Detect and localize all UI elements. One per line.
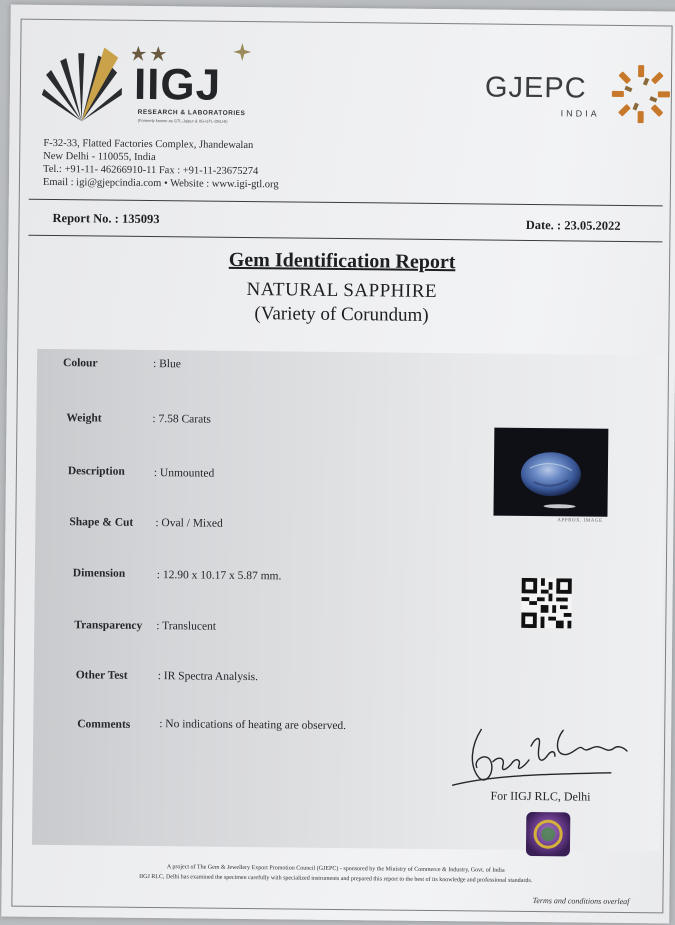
footer-line: IIGJ RLC, Delhi has examined the specimen carefully with specialized instruments and prepared this report to the best of its knowledge and professional standards.	[139, 873, 533, 885]
detail-label-shape: Shape & Cut	[69, 516, 134, 529]
brand-subtitle: RESEARCH & LABORATORIES	[137, 108, 246, 117]
detail-value-dimension: : 12.90 x 10.17 x 5.87 mm.	[156, 569, 282, 583]
gem-photo	[493, 428, 608, 517]
terms-overleaf: Terms and conditions overleaf	[532, 896, 630, 907]
detail-value-shape: : Oval / Mixed	[155, 517, 223, 530]
brand-name: IIGJ	[133, 59, 222, 110]
gjepc-name: GJEPC	[484, 71, 587, 105]
report-number: Report No. : 135093	[52, 210, 160, 227]
signatory-line: For IIGJ RLC, Delhi	[490, 788, 591, 804]
detail-label-other-test: Other Test	[75, 669, 128, 682]
detail-value-transparency: : Translucent	[156, 620, 217, 633]
gjepc-logo	[484, 67, 675, 133]
detail-value-other-test: : IR Spectra Analysis.	[157, 670, 259, 684]
detail-label-description: Description	[67, 465, 125, 478]
signature-icon	[451, 715, 642, 797]
address-line: Email : igi@gjepcindia.com • Website : www.igi-gtl.org	[42, 176, 279, 191]
detail-label-weight: Weight	[66, 412, 102, 425]
detail-label-colour: Colour	[62, 357, 98, 370]
address-line: New Delhi - 110055, India	[43, 150, 156, 164]
footer-line: A project of The Gem & Jewellery Export Promotion Council (GJEPC) - sponsored by the Ministry of Commerce & Industry, Govt. of India	[166, 864, 505, 874]
detail-label-comments: Comments	[77, 718, 131, 731]
hologram-seal-icon	[524, 810, 573, 859]
sapphire-image-icon	[493, 428, 608, 517]
detail-value-weight: : 7.58 Carats	[152, 413, 211, 426]
brand-tiny-text: (Formerly known as GTL-Jaipur & IIG-GTL-DELHI)	[137, 117, 228, 124]
sunburst-logo-icon	[42, 43, 123, 124]
qr-code-icon	[520, 578, 573, 629]
detail-value-description: : Unmounted	[153, 467, 215, 480]
detail-label-dimension: Dimension	[72, 567, 126, 580]
report-date: Date. : 23.05.2022	[525, 217, 621, 233]
gem-name: NATURAL SAPPHIRE	[246, 279, 438, 303]
gjepc-wheel-icon	[610, 63, 673, 126]
gem-variety: (Variety of Corundum)	[254, 303, 429, 326]
report-title: Gem Identification Report	[228, 248, 456, 274]
gjepc-sub: INDIA	[560, 108, 600, 119]
address-line: F-32-33, Flatted Factories Complex, Jhandewalan	[43, 137, 254, 152]
lab-address	[43, 137, 279, 191]
address-line: Tel.: +91-11- 46266910-11 Fax : +91-11-23675274	[43, 163, 259, 178]
detail-label-transparency: Transparency	[74, 619, 143, 632]
detail-value-comments: : No indications of heating are observed.	[159, 718, 347, 733]
detail-value-colour: : Blue	[152, 358, 181, 371]
approx-image-caption: APPROX. IMAGE	[557, 518, 603, 524]
certificate-page	[1, 5, 675, 924]
iigj-logo	[41, 35, 272, 137]
